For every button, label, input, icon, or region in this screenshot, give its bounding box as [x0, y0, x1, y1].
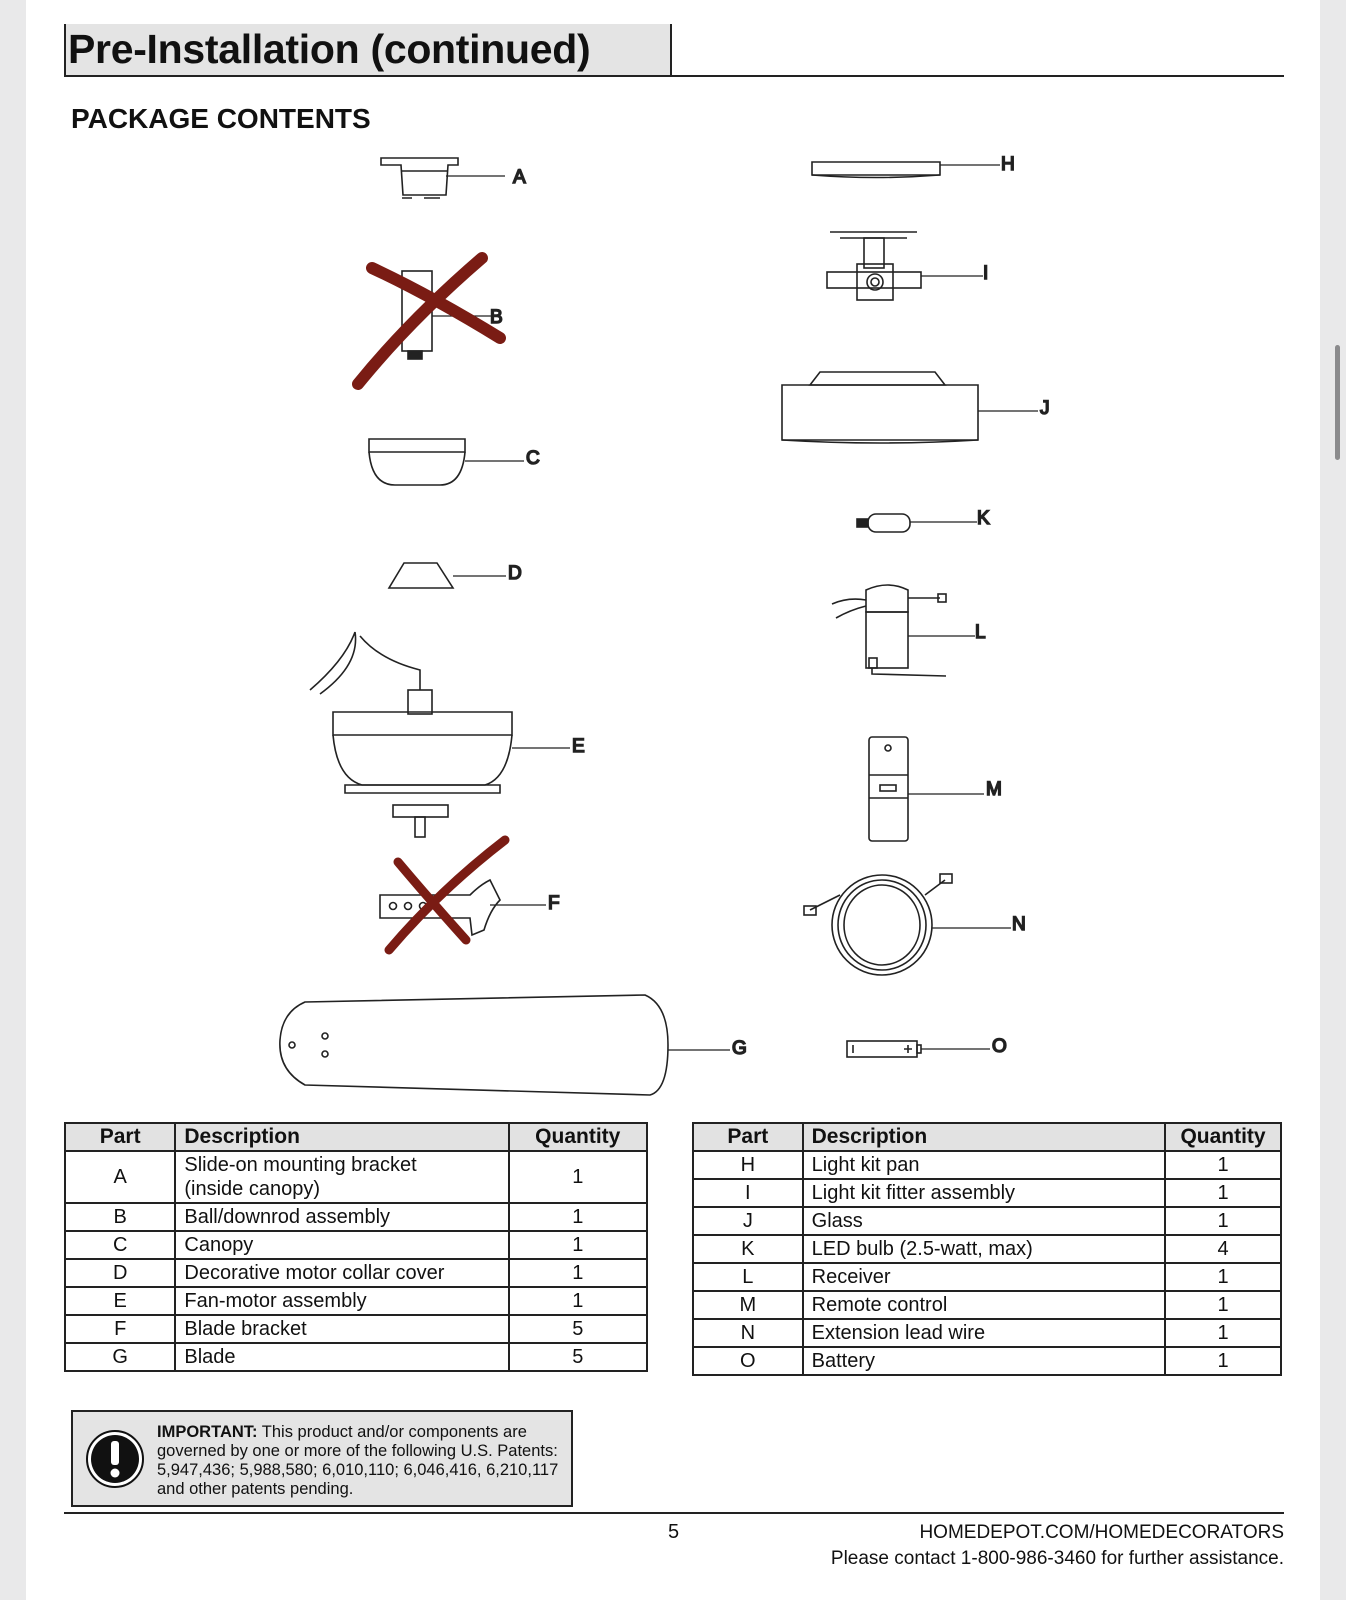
table-row — [65, 1259, 647, 1287]
part-letter: C — [65, 1231, 175, 1259]
part-c-canopy — [369, 439, 524, 485]
footer-rule — [64, 1512, 1284, 1514]
footer-url: HOMEDEPOT.COM/HOMEDECORATORS — [919, 1522, 1284, 1543]
part-k-led-bulb — [857, 514, 977, 532]
parts-table-left — [64, 1122, 648, 1372]
part-o-battery — [847, 1041, 990, 1057]
table-row — [693, 1347, 1281, 1375]
label-l: L — [975, 622, 986, 643]
part-description: Blade — [175, 1343, 508, 1371]
part-description: LED bulb (2.5-watt, max) — [803, 1235, 1165, 1263]
part-h-light-kit-pan — [812, 162, 1000, 178]
part-description: Extension lead wire — [803, 1319, 1165, 1347]
parts-table-right — [692, 1122, 1282, 1376]
label-j: J — [1040, 398, 1050, 419]
part-letter: N — [693, 1319, 803, 1347]
table-row — [65, 1151, 647, 1203]
part-letter: L — [693, 1263, 803, 1291]
part-description: Light kit fitter assembly — [803, 1179, 1165, 1207]
table-header-row — [693, 1123, 1281, 1151]
part-m-remote — [869, 737, 984, 841]
part-quantity: 4 — [1165, 1235, 1281, 1263]
label-d: D — [508, 563, 522, 584]
important-text: IMPORTANT: This product and/or components are governed by one or more of the following U.S. Patents: 5,947,436; 5,988,580; 6,010,110; 6,046,416, 6,210,117 and other patents pending. — [157, 1423, 559, 1498]
label-g: G — [732, 1038, 747, 1059]
column-header-part: Part — [693, 1123, 803, 1151]
part-a-mounting-bracket — [381, 158, 505, 198]
part-quantity: 1 — [509, 1151, 647, 1203]
column-header-quantity: Quantity — [509, 1123, 647, 1151]
part-quantity: 1 — [509, 1231, 647, 1259]
part-letter: E — [65, 1287, 175, 1315]
table-row — [693, 1179, 1281, 1207]
part-quantity: 1 — [1165, 1263, 1281, 1291]
label-n: N — [1012, 914, 1026, 935]
part-quantity: 1 — [1165, 1179, 1281, 1207]
label-h: H — [1001, 154, 1015, 175]
table-row — [65, 1287, 647, 1315]
table-row — [693, 1263, 1281, 1291]
part-letter: O — [693, 1347, 803, 1375]
column-header-quantity: Quantity — [1165, 1123, 1281, 1151]
part-letter: J — [693, 1207, 803, 1235]
part-quantity: 1 — [1165, 1151, 1281, 1179]
part-quantity: 5 — [509, 1343, 647, 1371]
part-quantity: 1 — [1165, 1207, 1281, 1235]
part-quantity: 1 — [509, 1203, 647, 1231]
table-row — [65, 1343, 647, 1371]
part-letter: K — [693, 1235, 803, 1263]
table-row — [693, 1151, 1281, 1179]
page-number: 5 — [668, 1521, 680, 1543]
table-row — [693, 1207, 1281, 1235]
exclamation-circle-icon — [85, 1429, 145, 1489]
part-letter: G — [65, 1343, 175, 1371]
part-description: Fan-motor assembly — [175, 1287, 508, 1315]
important-notice — [71, 1410, 573, 1507]
part-l-receiver — [832, 585, 975, 676]
label-i: I — [983, 263, 989, 284]
part-description: Decorative motor collar cover — [175, 1259, 508, 1287]
part-letter: H — [693, 1151, 803, 1179]
column-header-description: Description — [803, 1123, 1165, 1151]
label-a: A — [513, 167, 526, 188]
part-description: Receiver — [803, 1263, 1165, 1291]
label-c: C — [526, 448, 540, 469]
label-b: B — [490, 307, 503, 328]
part-description: Canopy — [175, 1231, 508, 1259]
table-row — [693, 1291, 1281, 1319]
part-quantity: 5 — [509, 1315, 647, 1343]
cross-mark-b — [358, 258, 500, 384]
part-description: Battery — [803, 1347, 1165, 1375]
part-j-glass — [782, 372, 1038, 443]
part-description: Slide-on mounting bracket (inside canopy) — [175, 1151, 508, 1203]
section-title: PACKAGE CONTENTS — [71, 103, 371, 134]
part-d-collar-cover — [389, 563, 506, 588]
part-description: Glass — [803, 1207, 1165, 1235]
table-row — [65, 1231, 647, 1259]
important-label: IMPORTANT: — [157, 1423, 258, 1441]
part-letter: F — [65, 1315, 175, 1343]
part-letter: M — [693, 1291, 803, 1319]
part-quantity: 1 — [1165, 1347, 1281, 1375]
part-quantity: 1 — [509, 1259, 647, 1287]
label-k: K — [977, 508, 990, 529]
part-description: Remote control — [803, 1291, 1165, 1319]
page-title: Pre-Installation (continued) — [68, 26, 591, 72]
part-g-blade — [280, 995, 730, 1095]
footer-contact: Please contact 1-800-986-3460 for further assistance. — [830, 1548, 1284, 1569]
part-letter: I — [693, 1179, 803, 1207]
part-description: Blade bracket — [175, 1315, 508, 1343]
part-letter: A — [65, 1151, 175, 1203]
part-description: Ball/downrod assembly — [175, 1203, 508, 1231]
part-quantity: 1 — [1165, 1319, 1281, 1347]
part-quantity: 1 — [509, 1287, 647, 1315]
label-f: F — [548, 893, 560, 914]
table-row — [65, 1315, 647, 1343]
part-e-fan-motor — [310, 632, 570, 837]
label-e: E — [572, 736, 585, 757]
table-row — [65, 1203, 647, 1231]
label-m: M — [986, 779, 1002, 800]
column-header-description: Description — [175, 1123, 508, 1151]
part-quantity: 1 — [1165, 1291, 1281, 1319]
column-header-part: Part — [65, 1123, 175, 1151]
part-letter: D — [65, 1259, 175, 1287]
label-o: O — [992, 1036, 1007, 1057]
part-n-extension-wire — [804, 874, 1011, 975]
part-letter: B — [65, 1203, 175, 1231]
part-description: Light kit pan — [803, 1151, 1165, 1179]
table-header-row — [65, 1123, 647, 1151]
table-row — [693, 1319, 1281, 1347]
part-i-fitter-assembly — [827, 232, 983, 300]
table-row — [693, 1235, 1281, 1263]
